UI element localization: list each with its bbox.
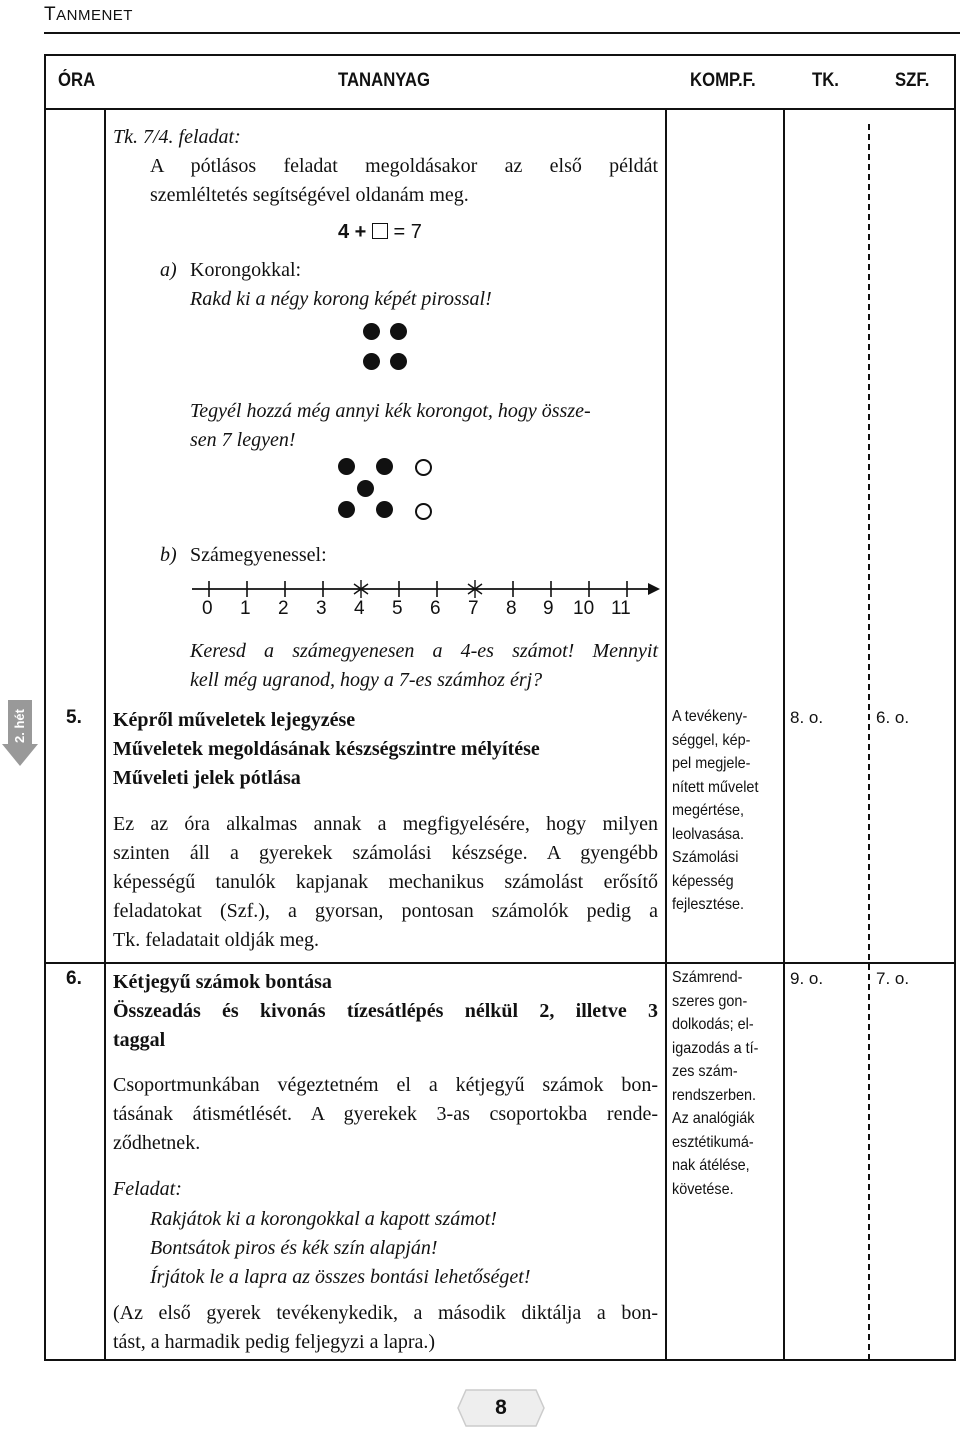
number-label: 11 (611, 598, 631, 619)
competency-line: Az analógiák (672, 1110, 755, 1127)
lesson-5-para-2: szinten áll a gyerekek számolási készsége. A gyengébb (113, 842, 658, 864)
lesson-5-competency (672, 705, 758, 917)
lesson-number-6: 6. (66, 968, 82, 989)
competency-line: megértése, (672, 802, 745, 819)
lesson-6-note-2: tást, a harmadik pedig feljegyzi a lapra.) (113, 1331, 436, 1353)
col-header-szf: SZF. (895, 70, 930, 91)
blue-counter-ring (415, 503, 432, 520)
question-line-1: Keresd a számegyenesen a 4-es számot! Mennyit (190, 640, 658, 662)
lesson-5-para-1: Ez az óra alkalmas annak a megfigyelésére, hogy milyen (113, 813, 658, 835)
number-line-labels (190, 598, 665, 624)
competency-line: séggel, kép- (672, 731, 751, 749)
task-item-3: Írjátok le a lapra az összes bontási lehetőséget! (150, 1266, 531, 1288)
number-label: 9 (543, 598, 554, 619)
running-header: TANMENET (44, 4, 133, 25)
equation (338, 218, 422, 247)
red-counter-dot (376, 501, 393, 518)
competency-line: képesség (672, 872, 734, 890)
option-a-instruction: Rakd ki a négy korong képét pirossal! (190, 288, 492, 310)
week-tab-label: 2. hét (12, 709, 27, 743)
lesson-number-5: 5. (66, 707, 82, 728)
red-counter-dot (363, 323, 380, 340)
competency-line: nített művelet (672, 778, 759, 796)
lesson-6-title-2a: Összeadás és kivonás tízesátlépés nélkül 2, illetve 3 (113, 1000, 658, 1022)
col-divider-tananyag (665, 110, 667, 1360)
blue-counter-ring (415, 459, 432, 476)
task-item-1: Rakjátok ki a korongokkal a kapott számot! (150, 1208, 497, 1230)
blank-box-icon (372, 223, 388, 239)
option-a-text: Korongokkal: (190, 259, 302, 281)
option-a-label: a) (160, 259, 177, 281)
lesson-6-competency (672, 966, 758, 1201)
red-counter-dot (338, 458, 355, 475)
equation-right: = 7 (387, 221, 422, 243)
task-reference: Tk. 7/4. feladat: (113, 126, 241, 148)
red-counter-dot (376, 458, 393, 475)
col-divider-ora (104, 110, 106, 1360)
intro-line-1: A pótlásos feladat megoldásakor az első példát (150, 155, 658, 177)
add-instruction-1: Tegyél hozzá még annyi kék korongot, hogy össze- (190, 400, 591, 422)
col-divider-tk-dashed (868, 124, 870, 1360)
header-rule (44, 32, 960, 34)
option-b-text: Számegyenessel: (190, 544, 327, 566)
number-label: 3 (316, 598, 327, 619)
lesson-6-note-1: (Az első gyerek tevékenykedik, a második diktálja a bon- (113, 1302, 658, 1324)
lesson-5-tk-page: 8. o. (790, 708, 824, 727)
competency-line: dolkodás; el- (672, 1016, 754, 1033)
red-counter-dot (357, 480, 374, 497)
task-label: Feladat: (113, 1178, 182, 1200)
number-label: 4 (354, 598, 365, 619)
competency-line: Számolási (672, 849, 739, 866)
lesson-6-para-3: ződhetnek. (113, 1132, 201, 1154)
number-label: 8 (506, 598, 517, 619)
competency-line: esztétikumá- (672, 1133, 754, 1151)
lesson-6-para-1: Csoportmunkában végeztetném el a kétjegyű számok bon- (113, 1074, 658, 1096)
lesson-6-tk-page: 9. o. (790, 969, 824, 988)
col-divider-komp (783, 110, 785, 1360)
number-label: 5 (392, 598, 403, 619)
row-divider (46, 962, 954, 964)
competency-line: nak átélése, (672, 1157, 750, 1174)
lesson-5-title-3: Műveleti jelek pótlása (113, 767, 301, 789)
col-header-tananyag: TANANYAG (338, 70, 430, 91)
competency-line: A tevékeny- (672, 708, 748, 725)
competency-line: Számrend- (672, 969, 743, 986)
lesson-5-para-3: képességű tanulók kapjanak mechanikus számolást erősítő (113, 871, 658, 893)
equation-left: 4 + (338, 221, 372, 243)
lesson-5-para-5: Tk. feladatait oldják meg. (113, 929, 320, 951)
red-counter-dot (338, 501, 355, 518)
competency-line: fejlesztése. (672, 896, 745, 913)
header-title-rest: ANMENET (56, 7, 133, 24)
number-label: 10 (573, 598, 595, 619)
intro-line-2: szemléltetés segítségével oldanám meg. (150, 184, 469, 206)
col-header-tk: TK. (812, 70, 839, 91)
red-counter-dot (390, 323, 407, 340)
lesson-5-para-4: feladatokat (Szf.), a gyorsan, pontosan számolók pedig a (113, 900, 658, 922)
number-label: 2 (278, 598, 289, 619)
number-label: 7 (468, 598, 479, 619)
lesson-6-para-2: tásának átismétlését. A gyerekek 3-as csoportokba rende- (113, 1103, 658, 1125)
competency-line: igazodás a tí- (672, 1039, 759, 1057)
lesson-5-szf-page: 6. o. (876, 708, 910, 727)
option-b-label: b) (160, 544, 177, 566)
lesson-6-title-2b: taggal (113, 1029, 166, 1051)
number-label: 1 (240, 598, 251, 619)
lesson-5-title-2: Műveletek megoldásának készségszintre mélyítése (113, 738, 540, 760)
week-tab-label-wrap (8, 705, 32, 745)
col-header-komp: KOMP.F. (690, 70, 756, 91)
competency-line: rendszerben. (672, 1086, 757, 1104)
lesson-6-szf-page: 7. o. (876, 969, 910, 988)
competency-line: pel megjele- (672, 755, 751, 772)
competency-line: zes szám- (672, 1063, 738, 1080)
add-instruction-2: sen 7 legyen! (190, 429, 296, 451)
question-line-2: kell még ugranod, hogy a 7-es számhoz érj? (190, 669, 543, 691)
page-number: 8 (495, 1396, 507, 1419)
col-header-ora: ÓRA (58, 70, 96, 91)
competency-line: szeres gon- (672, 992, 748, 1010)
number-label: 6 (430, 598, 441, 619)
number-label: 0 (202, 598, 213, 619)
competency-line: leolvasása. (672, 825, 745, 843)
red-counter-dot (363, 353, 380, 370)
lesson-6-title-1: Kétjegyű számok bontása (113, 971, 332, 993)
competency-line: követése. (672, 1180, 734, 1198)
lesson-5-title-1: Képről műveletek lejegyzése (113, 709, 356, 731)
red-counter-dot (390, 353, 407, 370)
arrow-right-icon (648, 583, 660, 595)
task-item-2: Bontsátok piros és kék szín alapján! (150, 1237, 438, 1259)
